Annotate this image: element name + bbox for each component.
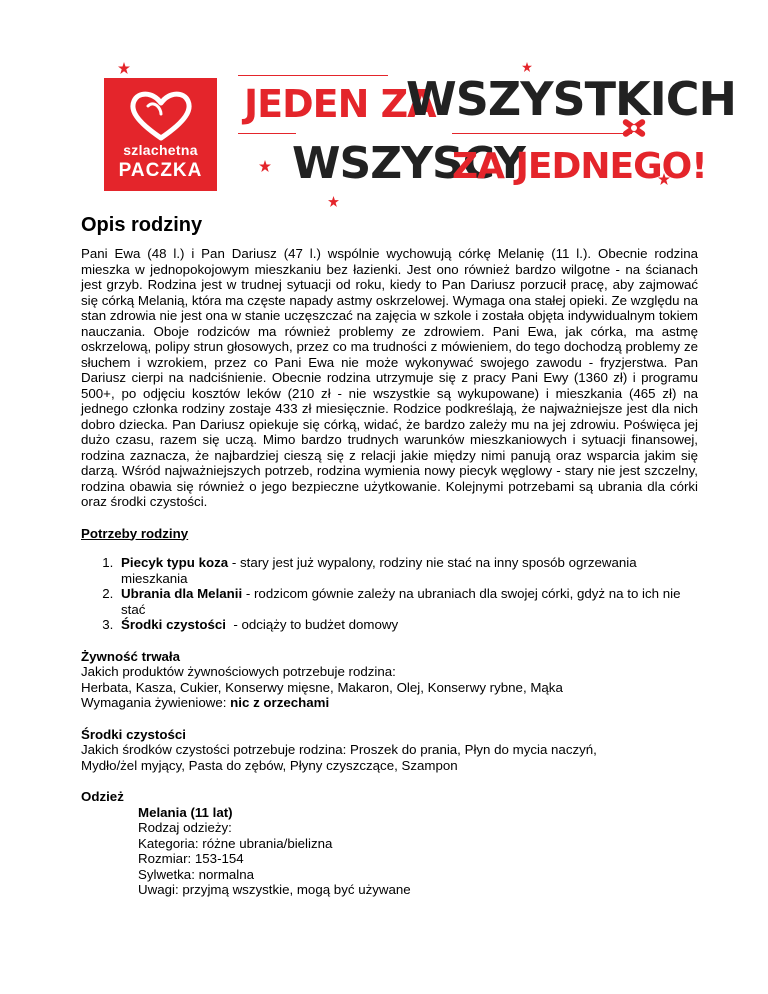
needs-heading: Potrzeby rodziny [81, 525, 189, 541]
need-name: Ubrania dla Melanii [121, 586, 243, 601]
clothing-person: Melania (11 lat) [138, 804, 233, 820]
need-desc: - odciąży to budżet domowy [225, 617, 399, 632]
food-question: Jakich produktów żywnościowych potrzebuje rodzina: [81, 664, 396, 679]
divider-line [238, 75, 388, 76]
food-req-value: nic z orzechami [230, 695, 330, 710]
star-decoration-icon [118, 62, 130, 74]
clothing-heading: Odzież [81, 789, 124, 804]
header-banner [0, 0, 768, 210]
document-body [81, 212, 698, 898]
clothing-figure: Sylwetka: normalna [138, 866, 255, 882]
need-name: Środki czystości [121, 617, 226, 632]
family-description: Pani Ewa (48 l.) i Pan Dariusz (47 l.) wspólnie wychowują córkę Melanię (11 l.). Obecnie rodzina mieszka w jednopokojowym mieszkaniu bez łazienki. Jest ono również bardzo wilgotne - na ścianach jest grzyb. Rodzina jest w trudnej sytuacji od roku, kiedy to Pan Dariusz porzucił pracę, aby zajmować się córką Melanią, która ma częste napady astmy oskrzelowej. Wymaga ona stałej opieki. Ze względu na stan zdrowia nie jest ona w stanie uczęszczać na zajęcia w szkole i została objęta indywidualnym tokiem nauczania. Oboje rodziców ma również problemy ze zdrowiem. Pani Ewa, jak córka, ma astmę oskrzelową, polipy strun głosowych, przez co ma trudności z mówieniem, do tego dochodzą problemy ze słuchem i wzrokiem, przez co Pani Ewa nie może wykonywać swojego zawodu - fryzjerstwa. Pan Dariusz cierpi na nadciśnienie. Obecnie rodzina utrzymuje się z pracy Pani Ewy (1360 zł) i programu 500+, po odjęciu kosztów leków (210 zł - nie wszystkie są wykupowane) i mieszkania (465 zł) na jednego członka rodziny zostaje 433 zł miesięcznie. Rodzice podkreślają, że najważniejsze jest dla nich dobro dziecka. Pan Dariusz opiekuje się córką, widać, że bardzo zależy mu na jej zdrowiu. Poświęca jej dużo czasu, razem się uczą. Mimo bardzo trudnych warunków mieszkaniowych i sytuacji finansowej, rodzina zaznacza, że najbardziej cieszą się z relacji jakie między nimi panują oraz wsparcia jakim się darzą. Wśród najważniejszych potrzeb, rodzina wymienia nowy piecyk węglowy - stary nie jest szczelny, rodzina obawia się również o jego bezpieczne użytkowanie. Kolejnymi potrzebami są ubrania dla córki oraz środki czystości. [81, 246, 698, 509]
divider-line [452, 133, 632, 134]
needs-list [81, 555, 698, 633]
szlachetna-paczka-logo [104, 78, 217, 191]
star-decoration-icon [522, 62, 532, 72]
food-heading: Żywność trwała [81, 648, 181, 664]
food-list: Herbata, Kasza, Cukier, Konserwy mięsne, Makaron, Olej, Konserwy rybne, Mąka [81, 679, 563, 695]
clothing-section [81, 789, 698, 898]
logo-text-line2: PACZKA [118, 160, 203, 181]
food-req-label: Wymagania żywieniowe: [81, 695, 231, 710]
slogan-part-a: JEDEN ZA [244, 82, 436, 126]
clothing-notes: Uwagi: przyjmą wszystkie, mogą być używane [138, 882, 411, 897]
clothing-type-label: Rodzaj odzieży: [138, 820, 232, 835]
need-item [117, 586, 698, 617]
star-decoration-icon [328, 196, 339, 207]
need-item [117, 555, 698, 586]
need-desc: - stary jest już wypalony, rodziny nie stać na inny sposób ogrzewania mieszkania [121, 555, 637, 586]
slogan-part-d: ZA JEDNEGO! [452, 146, 707, 187]
cleaning-heading: Środki czystości [81, 726, 186, 742]
page-title: Opis rodziny [81, 214, 203, 236]
divider-line [238, 133, 296, 134]
star-decoration-icon [259, 160, 271, 172]
logo-text-line1: szlachetna [123, 142, 198, 158]
clothing-category: Kategoria: różne ubrania/bielizna [138, 835, 333, 851]
need-item [117, 617, 698, 633]
need-desc: - rodzicom gównie zależy na ubraniach dla swojej córki, gdyż na to ich nie stać [121, 586, 681, 617]
clothing-size: Rozmiar: 153-154 [138, 851, 244, 866]
food-requirements [81, 695, 698, 711]
need-name: Piecyk typu koza [121, 555, 229, 570]
heart-icon [126, 88, 196, 142]
needs-section [81, 526, 698, 633]
slogan-part-c: WSZYSCY [292, 138, 525, 189]
cleaning-line: Mydło/żel myjący, Pasta do zębów, Płyny czyszczące, Szampon [81, 757, 458, 773]
slogan-part-b: WSZYSTKICH [406, 72, 737, 126]
cleaning-line: Jakich środków czystości potrzebuje rodzina: Proszek do prania, Płyn do mycia naczyń, [81, 742, 597, 757]
food-section [81, 649, 698, 711]
cleaning-section [81, 727, 698, 774]
